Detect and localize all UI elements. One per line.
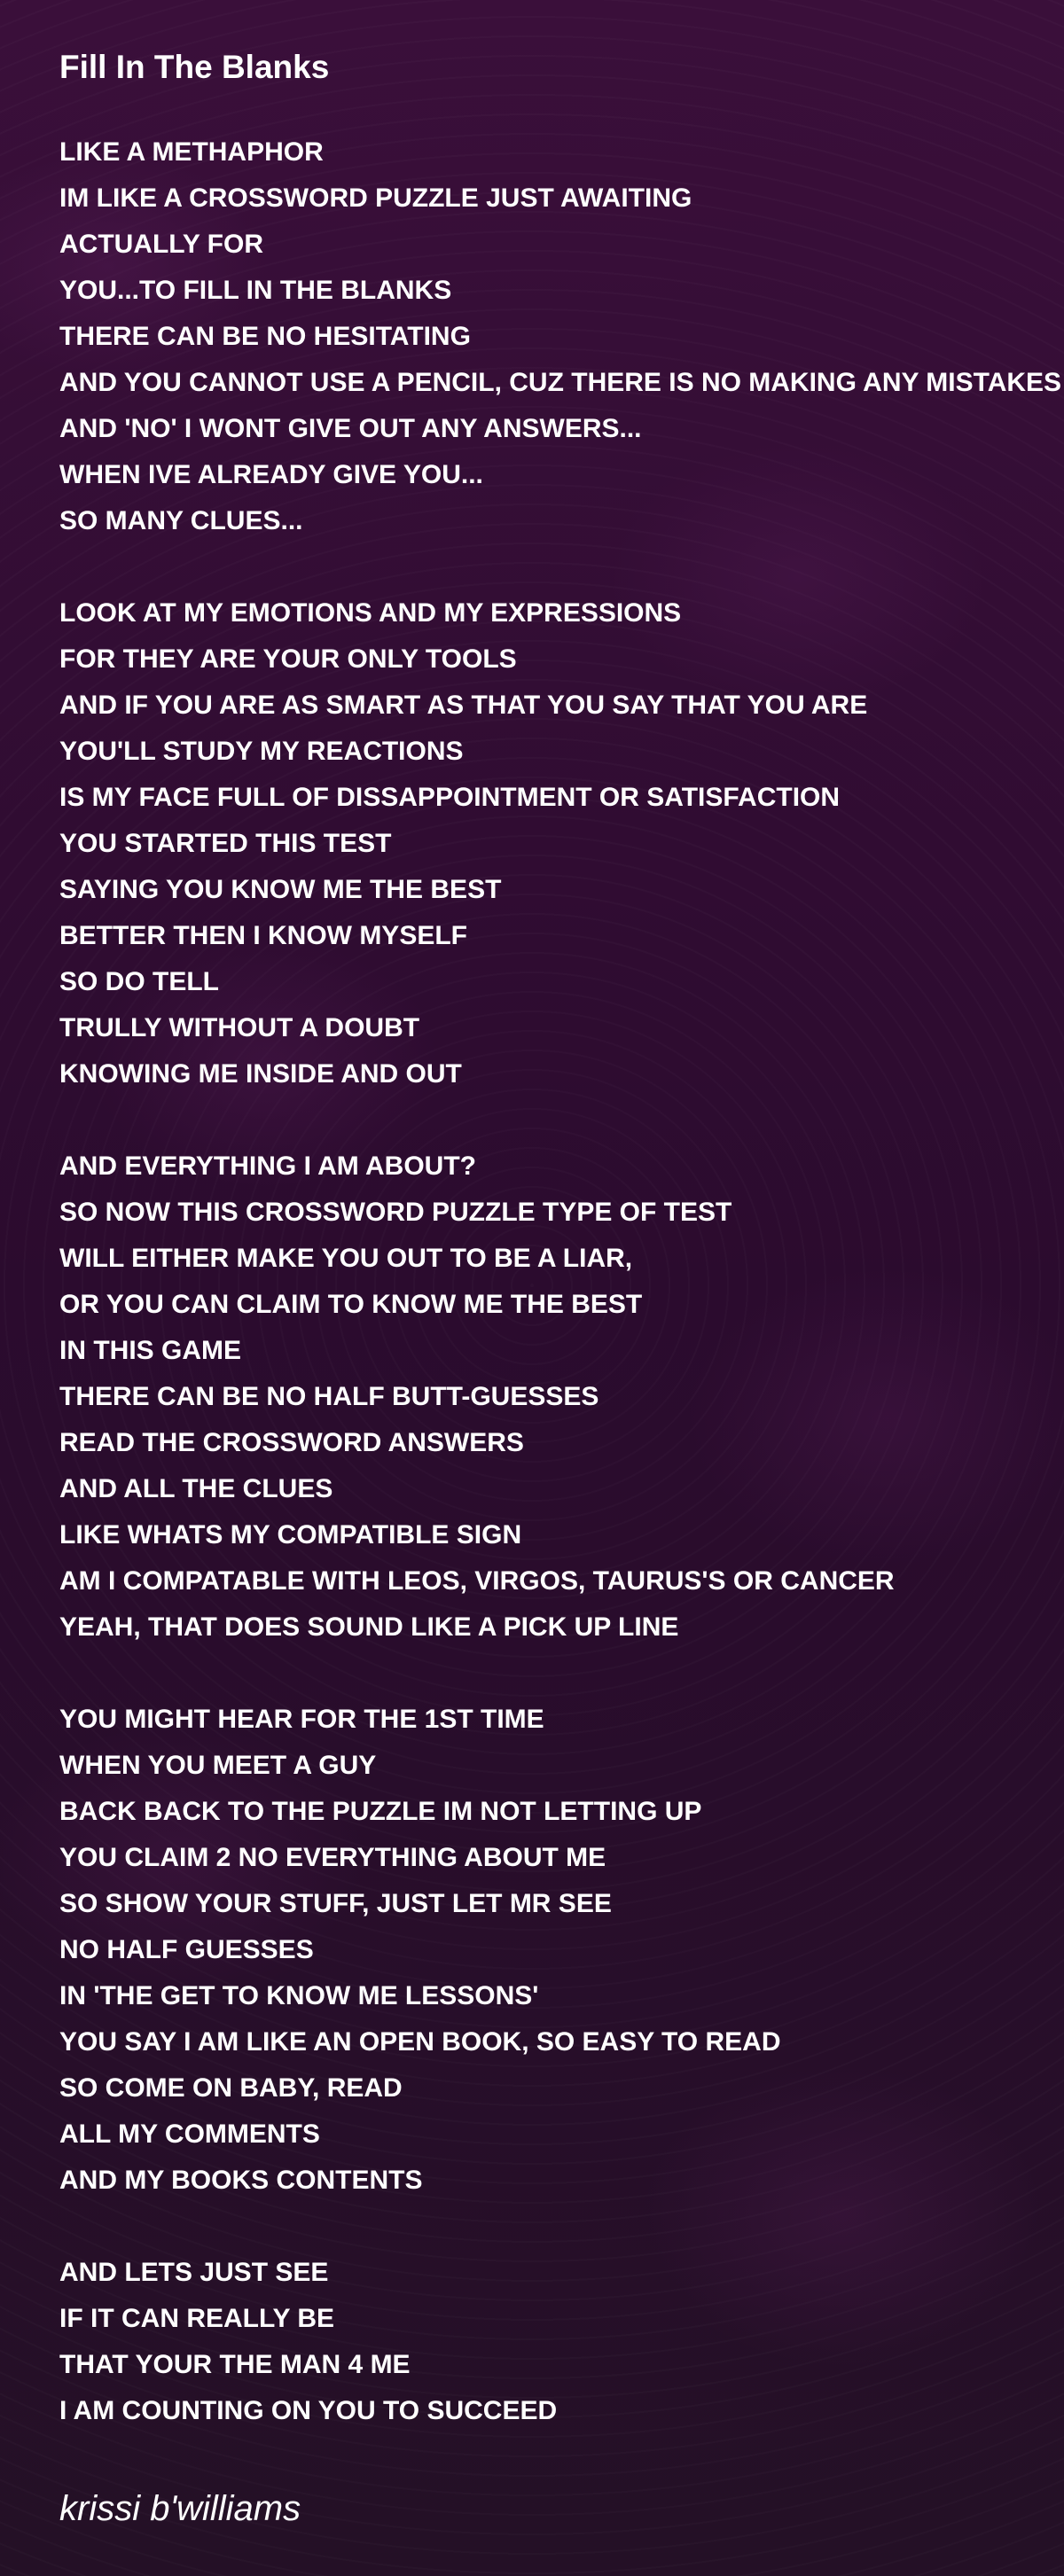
- poem-body: [59, 129, 1064, 2434]
- poem-line: TRULLY WITHOUT A DOUBT: [59, 1013, 420, 1042]
- poem-line: IF IT CAN REALLY BE: [59, 2304, 335, 2333]
- poem-line: YOU STARTED THIS TEST: [59, 829, 392, 858]
- poem-line: YOU CLAIM 2 NO EVERYTHING ABOUT ME: [59, 1843, 606, 1872]
- poem-line: FOR THEY ARE YOUR ONLY TOOLS: [59, 644, 517, 674]
- poem-line: WILL EITHER MAKE YOU OUT TO BE A LIAR,: [59, 1244, 633, 1273]
- poem-line: OR YOU CAN CLAIM TO KNOW ME THE BEST: [59, 1290, 643, 1319]
- poem-line: IN THIS GAME: [59, 1336, 242, 1365]
- poem-line: WHEN YOU MEET A GUY: [59, 1751, 377, 1780]
- poem-line: AM I COMPATABLE WITH LEOS, VIRGOS, TAURUS'S OR CANCER: [59, 1566, 895, 1596]
- poem-line: AND MY BOOKS CONTENTS: [59, 2166, 423, 2195]
- poem-line: AND LETS JUST SEE: [59, 2258, 329, 2287]
- poem-line: AND 'NO' I WONT GIVE OUT ANY ANSWERS...: [59, 414, 642, 443]
- poem-line: YOU'LL STUDY MY REACTIONS: [59, 737, 464, 766]
- poem-line: SO DO TELL: [59, 967, 219, 996]
- poem-line: SO SHOW YOUR STUFF, JUST LET MR SEE: [59, 1889, 612, 1918]
- poem-line: THERE CAN BE NO HESITATING: [59, 322, 471, 351]
- poem-line: ALL MY COMMENTS: [59, 2119, 320, 2149]
- poem-line: IN 'THE GET TO KNOW ME LESSONS': [59, 1981, 539, 2010]
- poem-line: READ THE CROSSWORD ANSWERS: [59, 1428, 524, 1457]
- poem-line: KNOWING ME INSIDE AND OUT: [59, 1059, 462, 1089]
- poem-line: SO NOW THIS CROSSWORD PUZZLE TYPE OF TEST: [59, 1198, 732, 1227]
- poem-line: IS MY FACE FULL OF DISSAPPOINTMENT OR SATISFACTION: [59, 783, 841, 812]
- poem-line: LOOK AT MY EMOTIONS AND MY EXPRESSIONS: [59, 598, 682, 628]
- poem-line: AND IF YOU ARE AS SMART AS THAT YOU SAY THAT YOU ARE: [59, 691, 868, 720]
- poem-stanza: [59, 590, 1064, 1097]
- poem-author: krissi b'williams: [59, 2489, 301, 2528]
- poem-line: YOU SAY I AM LIKE AN OPEN BOOK, SO EASY TO READ: [59, 2027, 781, 2057]
- poem-container: [59, 44, 1064, 2434]
- poem-line: SO COME ON BABY, READ: [59, 2073, 403, 2103]
- poem-line: YOU...TO FILL IN THE BLANKS: [59, 276, 452, 305]
- poem-line: IM LIKE A CROSSWORD PUZZLE JUST AWAITING: [59, 183, 692, 213]
- poem-stanza: [59, 1697, 1064, 2204]
- poem-line: BETTER THEN I KNOW MYSELF: [59, 921, 467, 950]
- poem-line: YOU MIGHT HEAR FOR THE 1ST TIME: [59, 1705, 544, 1734]
- poem-line: NO HALF GUESSES: [59, 1935, 314, 1964]
- poem-line: YEAH, THAT DOES SOUND LIKE A PICK UP LINE: [59, 1612, 679, 1642]
- stanza-break: [59, 2204, 1064, 2250]
- poem-line: LIKE WHATS MY COMPATIBLE SIGN: [59, 1520, 522, 1550]
- poem-line: BACK BACK TO THE PUZZLE IM NOT LETTING UP: [59, 1797, 702, 1826]
- poem-line: AND YOU CANNOT USE A PENCIL, CUZ THERE IS NO MAKING ANY MISTAKES: [59, 368, 1062, 397]
- poem-line: I AM COUNTING ON YOU TO SUCCEED: [59, 2396, 558, 2425]
- poem-stanza: [59, 129, 1064, 544]
- poem-line: LIKE A METHAPHOR: [59, 137, 324, 167]
- poem-line: AND ALL THE CLUES: [59, 1474, 333, 1503]
- stanza-break: [59, 1097, 1064, 1144]
- poem-stanza: [59, 1144, 1064, 1651]
- stanza-break: [59, 544, 1064, 590]
- poem-line: THERE CAN BE NO HALF BUTT-GUESSES: [59, 1382, 599, 1411]
- poem-line: ACTUALLY FOR: [59, 230, 264, 259]
- poem-title: Fill In The Blanks: [59, 49, 330, 85]
- stanza-break: [59, 1651, 1064, 1697]
- poem-line: THAT YOUR THE MAN 4 ME: [59, 2350, 411, 2379]
- poem-line: WHEN IVE ALREADY GIVE YOU...: [59, 460, 483, 489]
- poem-stanza: [59, 2250, 1064, 2434]
- poem-line: SAYING YOU KNOW ME THE BEST: [59, 875, 502, 904]
- poem-line: AND EVERYTHING I AM ABOUT?: [59, 1151, 476, 1181]
- poem-line: SO MANY CLUES...: [59, 506, 303, 535]
